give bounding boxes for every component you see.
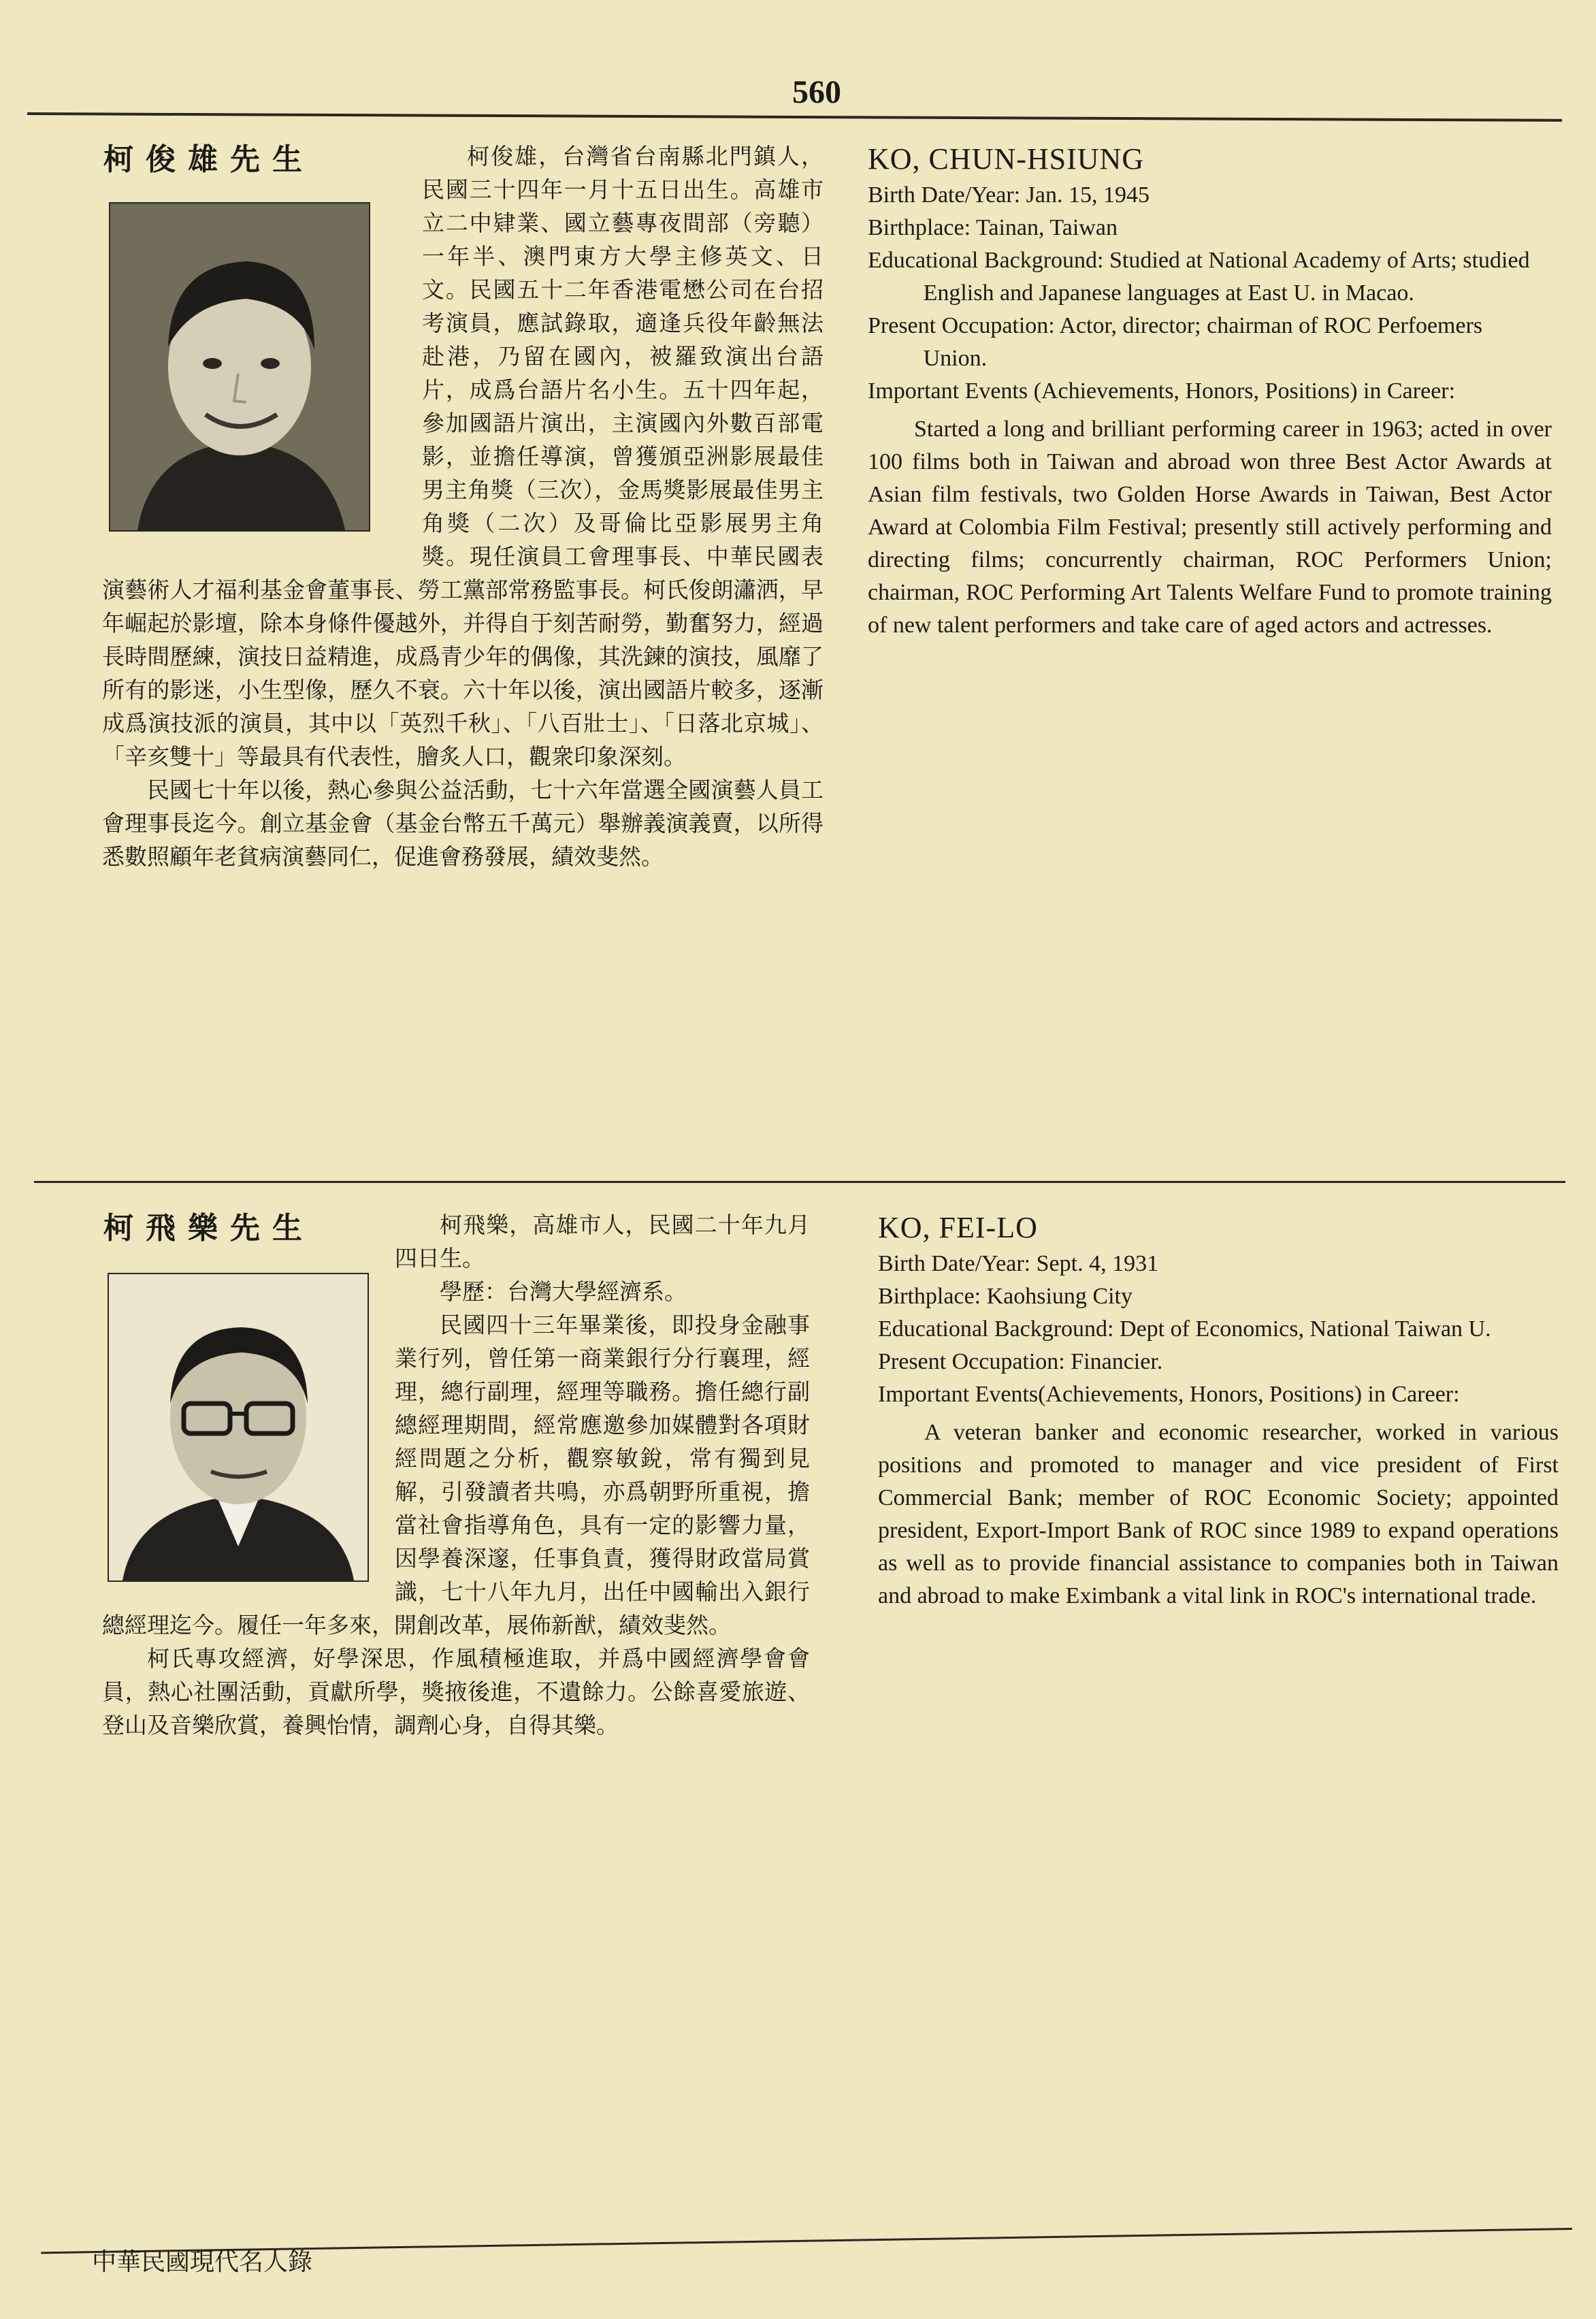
english-column xyxy=(878,1208,1559,1612)
chinese-paragraph: 學歷：台灣大學經濟系。 xyxy=(440,1278,687,1305)
field-birth-date: Birth Date/Year: Jan. 15, 1945 xyxy=(868,182,1150,208)
chinese-paragraph: 柯飛樂，高雄市人，民國二十年九月四日生。 xyxy=(395,1212,810,1271)
field-birth-date: Birth Date/Year: Sept. 4, 1931 xyxy=(878,1251,1159,1276)
english-column xyxy=(868,140,1552,642)
portrait-photo xyxy=(108,1273,369,1582)
field-birthplace: Birthplace: Tainan, Taiwan xyxy=(868,215,1118,240)
field-important-events: Important Events(Achievements, Honors, Positions) in Career: xyxy=(878,1382,1460,1407)
career-text: Started a long and brilliant performing career in 1963; acted in over 100 films both in Taiwan and abroad won three Best Actor Awards at Asian film festivals, two Golden Horse Awards in Taiwan, Best Actor Award at Colombia Film Festival; presently still actively performing and directing films; concurrently chairman, ROC Performers Union; chairman, ROC Performing Art Talents Welfare Fund to promote training of new talent performers and take care of aged actors and actresses. xyxy=(868,417,1552,638)
field-important-events: Important Events (Achievements, Honors, Positions) in Career: xyxy=(868,378,1456,404)
field-occupation: Present Occupation: Actor, director; chairman of ROC Perfoemers Union. xyxy=(868,313,1483,371)
field-birthplace: Birthplace: Kaohsiung City xyxy=(878,1284,1133,1309)
english-name: KO, CHUN-HSIUNG xyxy=(868,142,1145,176)
chinese-paragraph: 民國七十年以後，熱心參與公益活動，七十六年當選全國演藝人員工會理事長迄今。創立基金會（基金台幣五千萬元）舉辦義演義賣，以所得悉數照顧年老貧病演藝同仁，促進會務發展，績效斐然。 xyxy=(102,777,824,870)
chinese-paragraph: 柯俊雄，台灣省台南縣北門鎮人，民國三十四年一月十五日出生。高雄市立二中肄業、國立藝專夜間部（旁聽）一年半、澳門東方大學主修英文、日文。民國五十二年香港電懋公司在台招考演員，應試錄取，適逢兵役年齡無法赴港，乃留在國內，被羅致演出台語片，成爲台語片名小生。五十四年起，參加國語片演出，主演國內外數百部電影，並擔任導演，曾獲頒亞洲影展最佳男主角獎（三次），金馬獎影展最佳男主角獎（二次）及哥倫比亞影展男主角獎。現任演員工會理事長、中華民國表演藝術人才福利基金會董事長、勞工黨部常務監事長。柯氏俊朗瀟洒，早年崛起於影壇，除本身條件優越外，并得自于刻苦耐勞，勤奮努力，經過長時間歷練，演技日益精進，成爲青少年的偶像，其洗鍊的演技，風靡了所有的影迷，小生型像，歷久不衰。六十年以後，演出國語片較多，逐漸成爲演技派的演員，其中以「英烈千秋」、「八百壯士」、「日落北京城」、「辛亥雙十」等最具有代表性，膾炙人口，觀衆印象深刻。 xyxy=(102,143,824,770)
chinese-paragraph: 柯氏專攻經濟，好學深思，作風積極進取，并爲中國經濟學會會員，熱心社團活動，貢獻所學，獎掖後進，不遺餘力。公餘喜愛旅遊、登山及音樂欣賞，養興怡情，調劑心身，自得其樂。 xyxy=(102,1645,810,1738)
portrait-man-glasses-icon xyxy=(109,1274,368,1580)
top-rule xyxy=(27,112,1562,122)
middle-rule xyxy=(34,1181,1565,1183)
portrait-young-man-icon xyxy=(110,204,369,530)
chinese-name: 柯飛樂先生 xyxy=(103,1211,314,1246)
chinese-column xyxy=(102,1208,824,2216)
field-occupation: Present Occupation: Financier. xyxy=(878,1349,1163,1374)
field-education: Educational Background: Studied at National Academy of Arts; studied English and Japanese languages at East U. in Macao. xyxy=(868,248,1530,306)
career-text: A veteran banker and economic researcher, worked in various positions and promoted to manager and vice president of First Commercial Bank; member of ROC Economic Society; appointed president, Export-Import Bank of ROC since 1989 to expand operations as well as to provide financial assistance to companies both in Taiwan and abroad to make Eximbank a vital link in ROC's international trade. xyxy=(878,1420,1559,1608)
english-name: KO, FEI-LO xyxy=(878,1211,1038,1244)
chinese-name: 柯俊雄先生 xyxy=(103,142,314,177)
chinese-column xyxy=(102,140,824,1147)
portrait-photo xyxy=(109,202,370,532)
chinese-paragraph: 民國四十三年畢業後，即投身金融事業行列，曾任第一商業銀行分行襄理，經理，總行副理，經理等職務。擔任總行副總經理期間，經常應邀參加媒體對各項財經問題之分析，觀察敏銳，常有獨到見解，引發讀者共鳴，亦爲朝野所重視，擔當社會指導角色，具有一定的影響力量，因學養深邃，任事負責，獲得財政當局賞識，七十八年九月，出任中國輸出入銀行總經理迄今。履任一年多來，開創改革，展佈新猷，績效斐然。 xyxy=(102,1312,810,1638)
page-number: 560 xyxy=(792,74,841,110)
footer-book-title: 中華民國現代名人錄 xyxy=(92,2248,313,2276)
field-education: Educational Background: Dept of Economics, National Taiwan U. xyxy=(878,1316,1491,1342)
